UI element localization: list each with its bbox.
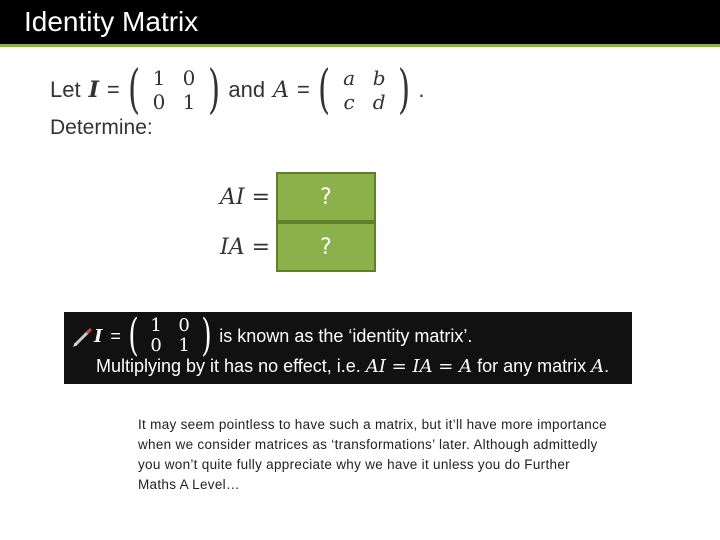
equation-ia: IA = ? <box>220 222 376 272</box>
identity-definition: is known as the ‘identity matrix’. <box>219 325 473 346</box>
answer-reveal-box[interactable]: ? <box>276 172 376 222</box>
let-text: Let <box>50 77 81 102</box>
equals-sign: = <box>106 77 120 102</box>
identity-matrix: ( 1 0 0 1 ) <box>127 60 221 120</box>
and-text: and <box>228 77 266 102</box>
explanatory-note: It may seem pointless to have such a matrix, but it’ll have more importance when we consider matrices as ‘transformations’ later. Although admittedly you won’t quite fully appreciate why we have it unless you do Further Maths A Level… <box>138 417 607 492</box>
title-bar <box>0 0 720 44</box>
matrix-a-symbol: A <box>273 77 289 103</box>
matrix-a: ( a b c d ) <box>317 60 411 120</box>
equation-lhs: IA <box>220 234 245 260</box>
info-box <box>64 312 632 384</box>
period: . <box>418 77 425 102</box>
title-underline <box>0 44 720 47</box>
equation-lhs: AI <box>220 184 245 210</box>
equals-sign-2: = <box>296 77 310 102</box>
identity-symbol: I <box>94 325 103 347</box>
info-line-1: I = ( 1 0 0 1 ) is known as the ‘identity matrix’. <box>94 310 473 361</box>
identity-equation: AI = IA = A <box>365 356 473 377</box>
answer-reveal-box[interactable]: ? <box>276 222 376 272</box>
info-line-2: Multiplying by it has no effect, i.e. AI = IA = A for any matrix A. <box>96 356 610 377</box>
identity-matrix: ( 1 0 0 1 ) <box>128 310 212 361</box>
determine-label: Determine: <box>50 116 153 139</box>
equation-ai: AI = ? <box>220 172 376 222</box>
definition-line <box>50 62 425 118</box>
identity-symbol: I <box>88 77 99 103</box>
slide-title: Identity Matrix <box>24 6 199 37</box>
pencil-icon <box>72 326 94 348</box>
